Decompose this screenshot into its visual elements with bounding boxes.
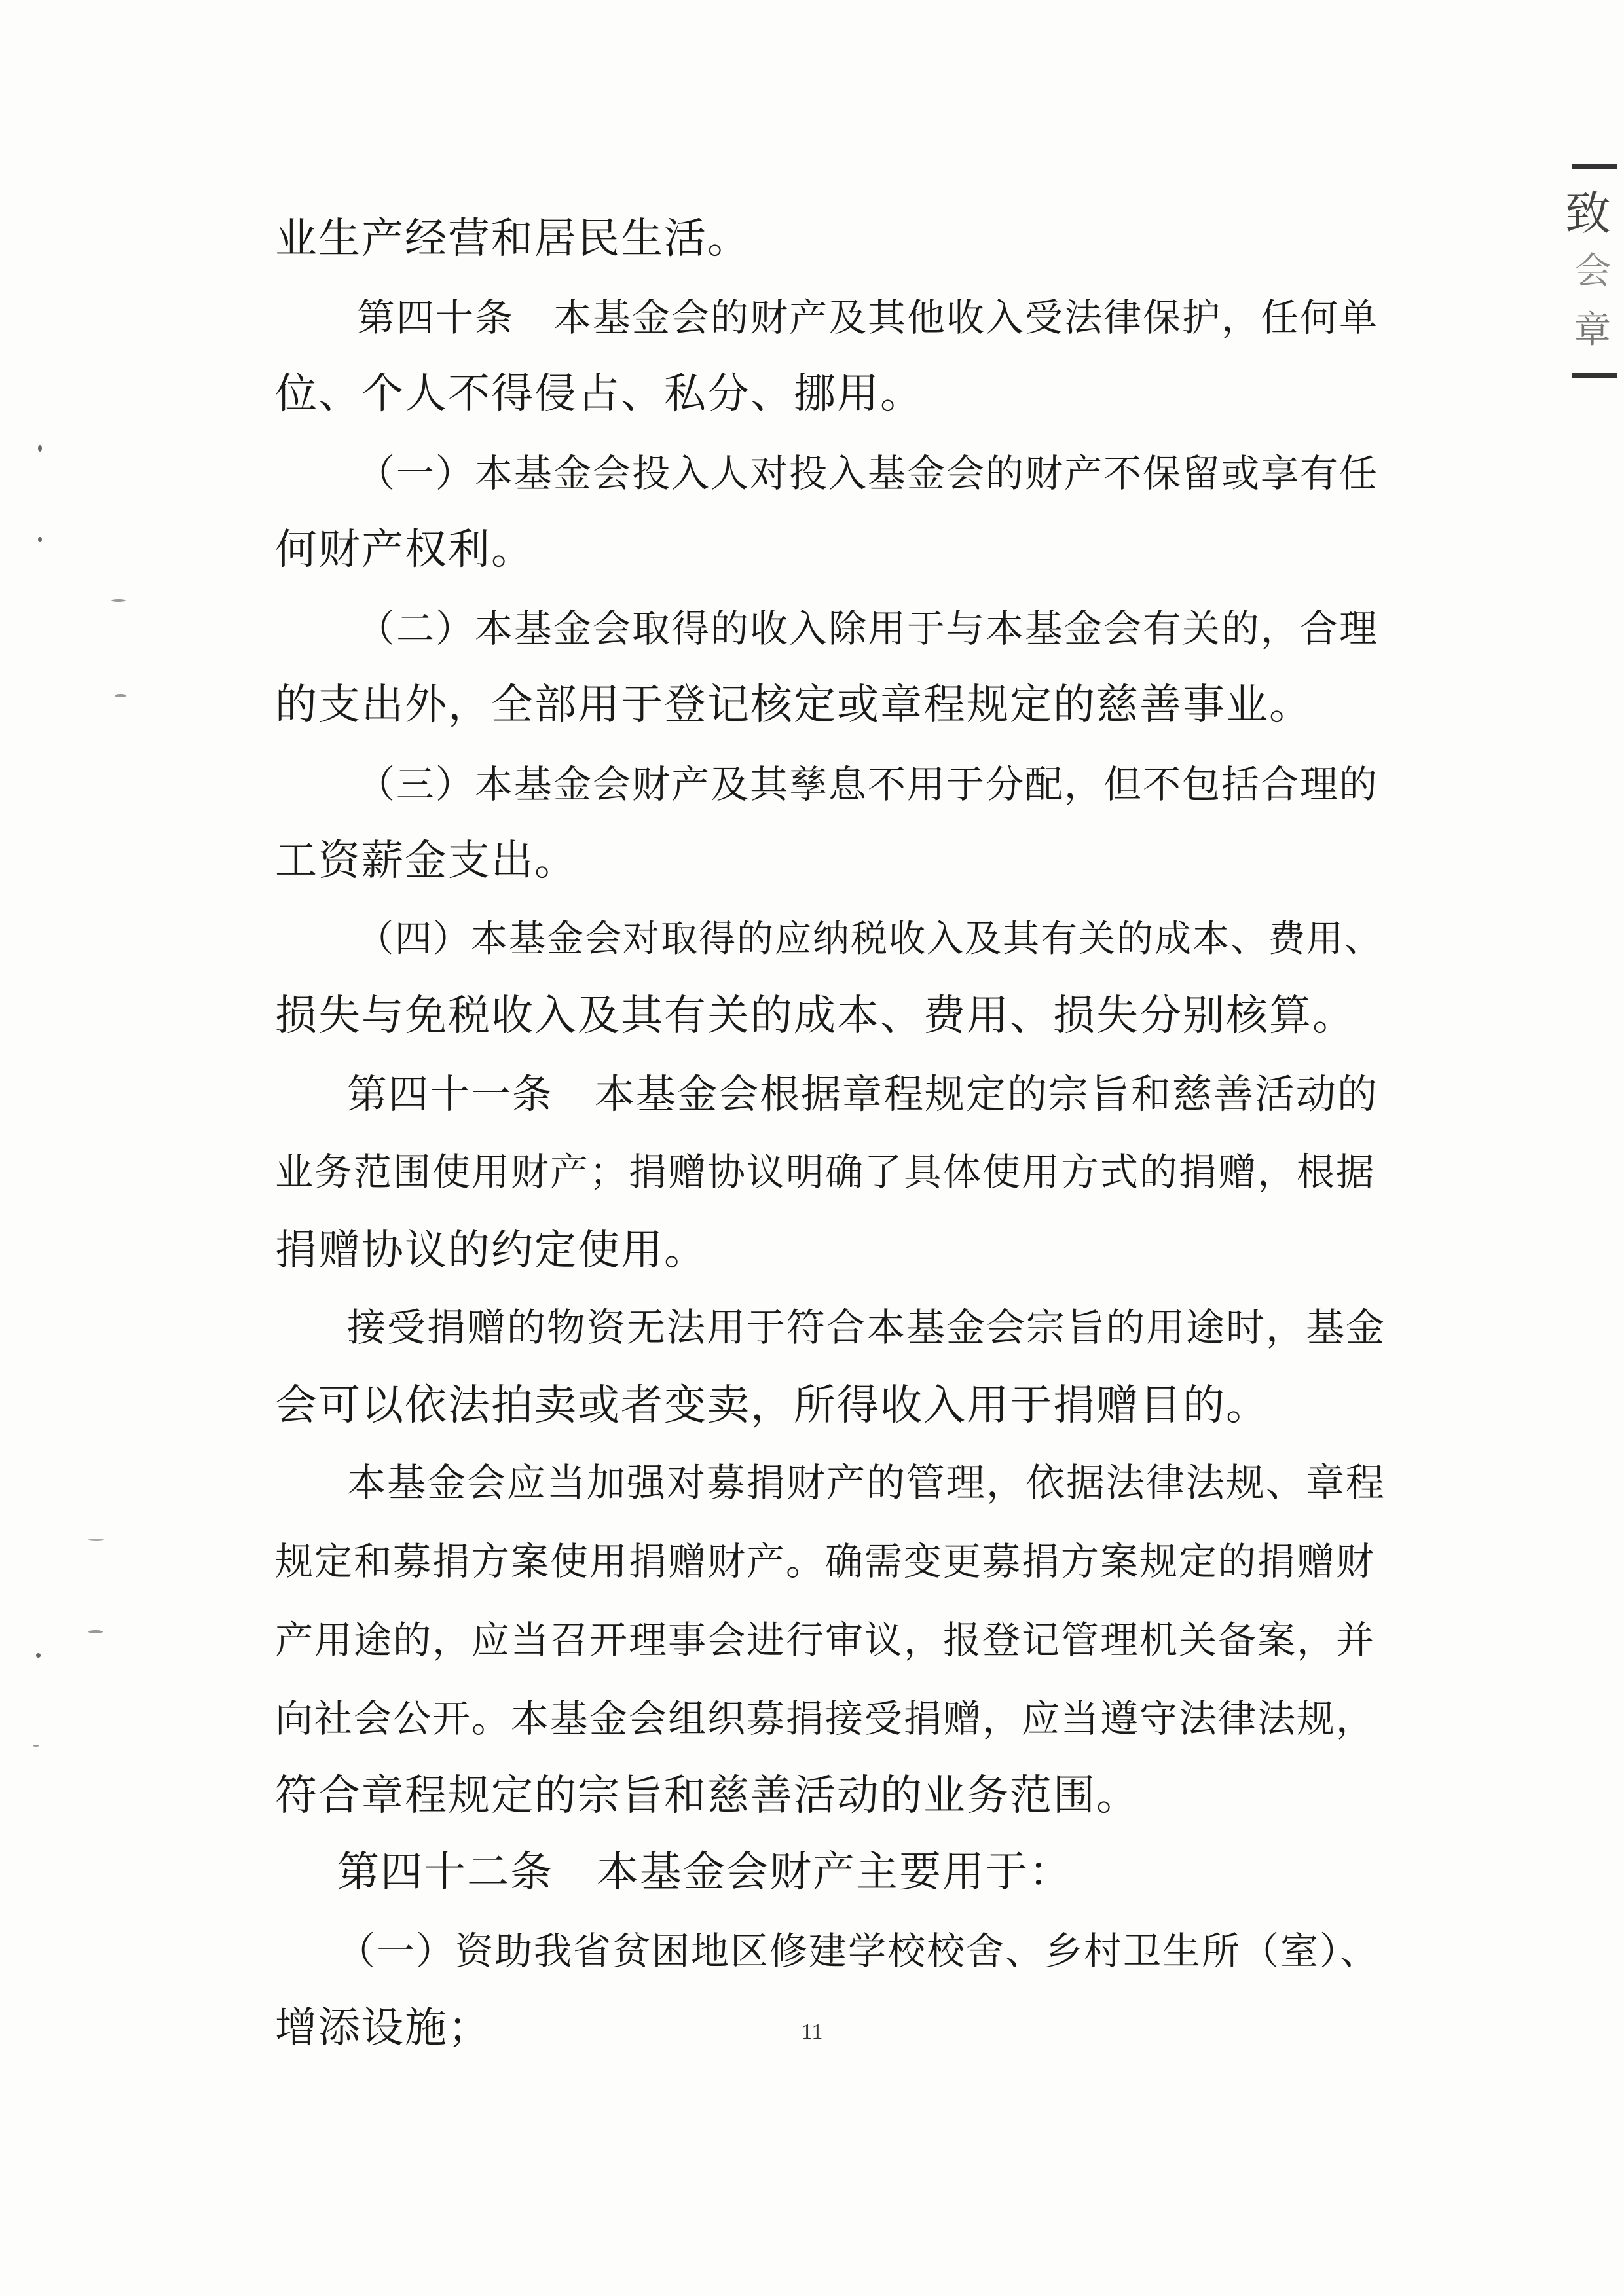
text-line: （二）本基金会取得的收入除用于与本基金会有关的，合理 — [357, 606, 1379, 651]
text-line: （一）本基金会投入人对投入基金会的财产不保留或享有任 — [357, 451, 1379, 496]
text-line: 本基金会应当加强对募捐财产的管理，依据法律法规、章程 — [347, 1460, 1386, 1505]
text-line: 向社会公开。本基金会组织募捐接受捐赠，应当遵守法律法规， — [275, 1696, 1376, 1741]
stamp-bar-top — [1572, 164, 1617, 169]
stamp-glyph: 致 — [1565, 187, 1611, 240]
text-line: 的支出外，全部用于登记核定或章程规定的慈善事业。 — [275, 681, 1312, 729]
scan-speck — [115, 694, 126, 697]
text-line: 何财产权利。 — [275, 526, 534, 574]
text-line: 捐赠协议的约定使用。 — [275, 1226, 707, 1275]
text-line: 损失与免税收入及其有关的成本、费用、损失分别核算。 — [275, 992, 1356, 1040]
stamp-glyph: 会 — [1574, 250, 1611, 293]
page-number: 11 — [801, 2020, 823, 2044]
edge-seal-stamp — [1552, 151, 1624, 399]
text-line: 位、个人不得侵占、私分、挪用。 — [275, 370, 923, 418]
text-line: 增添设施； — [275, 2004, 491, 2052]
scan-speck — [33, 1745, 39, 1747]
text-line: 会可以依法拍卖或者变卖，所得收入用于捐赠目的。 — [275, 1381, 1269, 1430]
text-line: 产用途的，应当召开理事会进行审议，报登记管理机关备案，并 — [275, 1618, 1376, 1662]
scan-speck — [88, 1630, 103, 1633]
stamp-glyph: 章 — [1574, 309, 1611, 352]
text-line: 业生产经营和居民生活。 — [275, 215, 750, 263]
text-line: 接受捐赠的物资无法用于符合本基金会宗旨的用途时，基金 — [347, 1305, 1386, 1350]
text-line: （四）本基金会对取得的应纳税收入及其有关的成本、费用、 — [357, 918, 1382, 960]
scan-speck — [88, 1539, 104, 1541]
text-line: 符合章程规定的宗旨和慈善活动的业务范围。 — [275, 1772, 1139, 1820]
scan-speck — [36, 1653, 41, 1658]
text-line: 第四十一条 本基金会根据章程规定的宗旨和慈善活动的 — [347, 1071, 1379, 1118]
text-line: （三）本基金会财产及其孳息不用于分配，但不包括合理的 — [357, 762, 1379, 807]
scan-speck — [38, 445, 42, 452]
stamp-bar-bottom — [1572, 373, 1617, 378]
scan-speck — [111, 599, 126, 602]
text-line: （一）资助我省贫困地区修建学校校舍、乡村卫生所（室）、 — [337, 1929, 1380, 1973]
scan-speck — [38, 537, 42, 542]
text-line: 工资薪金支出。 — [275, 837, 578, 885]
text-line: 第四十二条 本基金会财产主要用于： — [337, 1848, 1072, 1897]
text-line: 业务范围使用财产；捐赠协议明确了具体使用方式的捐赠，根据 — [275, 1150, 1376, 1194]
text-line: 第四十条 本基金会的财产及其他收入受法律保护，任何单 — [357, 295, 1379, 340]
text-line: 规定和募捐方案使用捐赠财产。确需变更募捐方案规定的捐赠财 — [275, 1539, 1376, 1584]
